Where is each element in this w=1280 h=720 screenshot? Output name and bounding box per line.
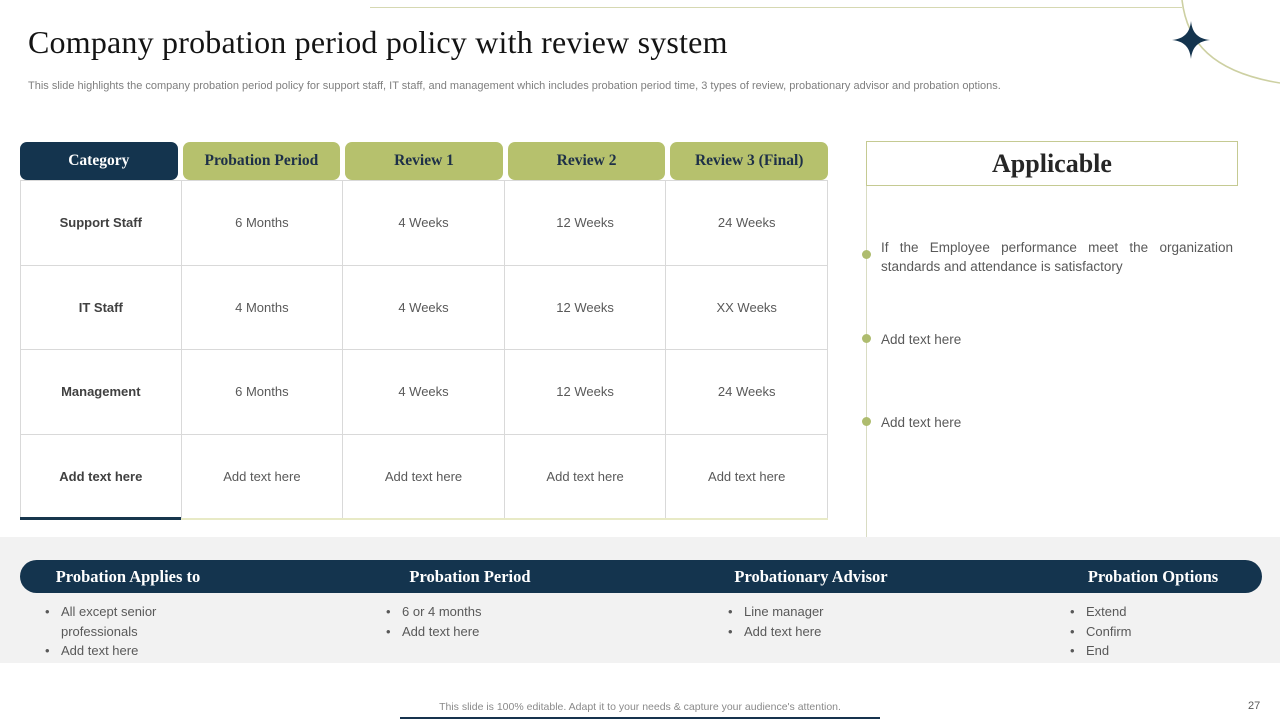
list-item: • 6 or 4 months bbox=[386, 602, 566, 622]
table-cell-placeholder: Add text here bbox=[343, 435, 505, 520]
page-title: Company probation period policy with review system bbox=[28, 24, 728, 60]
top-divider-line bbox=[370, 7, 1182, 8]
section-title-probation-applies-to: Probation Applies to bbox=[55, 567, 201, 586]
table-header-probation-period: Probation Period bbox=[183, 142, 341, 180]
table-cell: 4 Months bbox=[182, 266, 344, 351]
applicable-timeline-line bbox=[866, 186, 867, 538]
bullet-icon: • bbox=[1070, 623, 1075, 639]
table-cell: Management bbox=[20, 350, 182, 435]
bullet-icon: • bbox=[1070, 643, 1075, 658]
probation-table-body bbox=[20, 180, 828, 519]
bullet-icon: • bbox=[386, 623, 391, 639]
table-cell: 4 Weeks bbox=[343, 266, 505, 351]
list-item: • All except senior professionals bbox=[45, 602, 195, 641]
page-number: 27 bbox=[1248, 700, 1261, 712]
corner-decoration bbox=[1100, 0, 1280, 120]
table-bottom-accent-olive bbox=[181, 518, 828, 520]
list-item: • Add text here bbox=[45, 641, 195, 661]
bullet-icon: • bbox=[1070, 604, 1075, 619]
table-cell: 4 Weeks bbox=[343, 181, 505, 266]
applicable-bullet-placeholder: Add text here bbox=[881, 415, 962, 430]
table-header-category: Category bbox=[20, 142, 178, 180]
table-cell: 24 Weeks bbox=[666, 181, 828, 266]
section-title-probationary-advisor: Probationary Advisor bbox=[734, 567, 888, 586]
table-cell: XX Weeks bbox=[666, 266, 828, 351]
section-list-probation-options bbox=[1070, 602, 1230, 661]
sparkle-star-icon bbox=[1172, 21, 1210, 59]
page-subtitle: This slide highlights the company probation period policy for support staff, IT staff, and management which includes probation period time, 3 types of review, probationary advisor and probation options. bbox=[28, 80, 1001, 92]
applicable-title-box bbox=[866, 141, 1238, 186]
table-header-review-1: Review 1 bbox=[345, 142, 503, 180]
list-item: • Add text here bbox=[728, 622, 908, 642]
section-list-probation-applies-to bbox=[45, 602, 195, 661]
footer-note: This slide is 100% editable. Adapt it to your needs & capture your audience's attention. bbox=[439, 701, 841, 713]
table-cell: 24 Weeks bbox=[666, 350, 828, 435]
bullet-icon: • bbox=[728, 604, 733, 619]
footer-accent-line bbox=[400, 717, 880, 719]
table-cell-placeholder: Add text here bbox=[182, 435, 344, 520]
table-cell-placeholder: Add text here bbox=[505, 435, 667, 520]
bullet-icon: • bbox=[45, 604, 50, 619]
bottom-header-bar bbox=[20, 560, 1262, 593]
probation-table-header bbox=[20, 142, 828, 180]
table-header-review-3-final: Review 3 (Final) bbox=[670, 142, 828, 180]
applicable-bullet-placeholder: Add text here bbox=[881, 332, 962, 347]
table-cell: 12 Weeks bbox=[505, 181, 667, 266]
table-cell: IT Staff bbox=[20, 266, 182, 351]
list-item: • End bbox=[1070, 641, 1230, 661]
table-cell: 12 Weeks bbox=[505, 350, 667, 435]
bullet-dot-icon bbox=[862, 250, 871, 259]
table-cell-placeholder: Add text here bbox=[666, 435, 828, 520]
list-item: • Add text here bbox=[386, 622, 566, 642]
table-cell: 12 Weeks bbox=[505, 266, 667, 351]
bullet-dot-icon bbox=[862, 417, 871, 426]
section-title-probation-options: Probation Options bbox=[1087, 567, 1219, 586]
table-cell: Support Staff bbox=[20, 181, 182, 266]
section-list-probationary-advisor bbox=[728, 602, 908, 641]
bullet-icon: • bbox=[45, 643, 50, 658]
list-item: • Extend bbox=[1070, 602, 1230, 622]
bullet-dot-icon bbox=[862, 334, 871, 343]
table-cell: 6 Months bbox=[182, 181, 344, 266]
list-item: • Line manager bbox=[728, 602, 908, 622]
table-header-review-2: Review 2 bbox=[508, 142, 666, 180]
applicable-bullet: If the Employee performance meet the organization standards and attendance is satisfactory bbox=[881, 240, 1233, 274]
list-item: • Confirm bbox=[1070, 622, 1230, 642]
section-title-probation-period: Probation Period bbox=[409, 567, 531, 586]
section-list-probation-period bbox=[386, 602, 566, 641]
table-cell: 6 Months bbox=[182, 350, 344, 435]
bullet-icon: • bbox=[386, 604, 391, 619]
table-cell: 4 Weeks bbox=[343, 350, 505, 435]
table-cell-placeholder: Add text here bbox=[20, 435, 182, 520]
table-bottom-accent-navy bbox=[20, 517, 181, 520]
bullet-icon: • bbox=[728, 623, 733, 639]
applicable-title: Applicable bbox=[992, 148, 1112, 178]
